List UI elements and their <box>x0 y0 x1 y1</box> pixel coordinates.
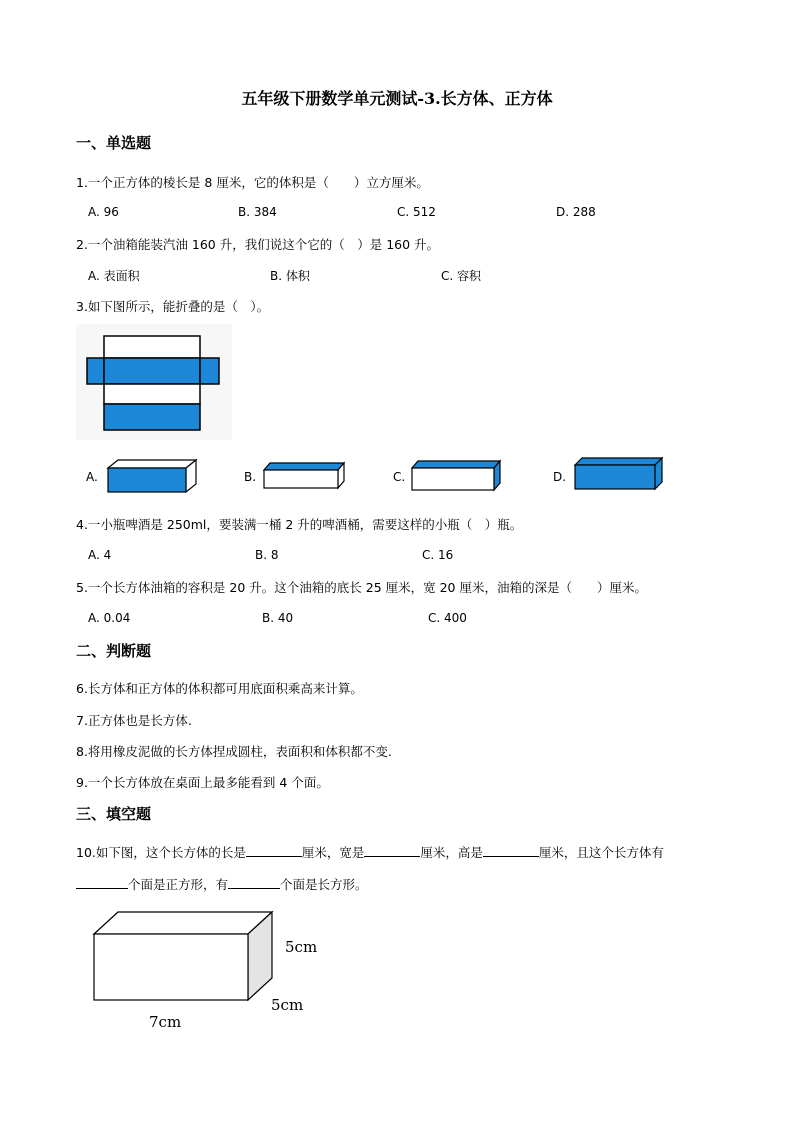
q3-option-d-label[interactable]: D. <box>553 470 567 484</box>
q10-blank-width[interactable] <box>364 843 420 857</box>
q3-net-figure <box>76 324 232 440</box>
q10-blank-height[interactable] <box>483 843 539 857</box>
q5-option-b[interactable]: B. 40 <box>262 611 294 625</box>
cuboid-front-face <box>94 934 248 1000</box>
q3-option-b-box[interactable] <box>262 460 348 492</box>
q4-option-a[interactable]: A. 4 <box>88 548 112 562</box>
q3-option-a-box[interactable] <box>104 458 200 496</box>
net-top-face <box>104 336 200 358</box>
question-5: 5.一个长方体油箱的容积是 20 升。这个油箱的底长 25 厘米，宽 20 厘米，油箱的深是（ ）厘米。 <box>76 580 647 595</box>
q1-option-b[interactable]: B. 384 <box>238 205 277 219</box>
section-heading-true-false: 二、判断题 <box>76 642 152 660</box>
q10-cuboid-figure <box>90 908 280 1006</box>
q1-option-a[interactable]: A. 96 <box>88 205 119 219</box>
net-bottom-face <box>104 384 200 404</box>
question-6: 6.长方体和正方体的体积都可用底面积乘高来计算。 <box>76 681 363 696</box>
q4-option-b[interactable]: B. 8 <box>255 548 279 562</box>
section-heading-single-choice: 一、单选题 <box>76 134 152 152</box>
net-right-face <box>200 358 219 384</box>
q3-option-a-label[interactable]: A. <box>86 470 98 484</box>
q5-option-c[interactable]: C. 400 <box>428 611 467 625</box>
q10-text-2: 厘米，宽是 <box>301 845 365 860</box>
q10-text-1: 10.如下图，这个长方体的长是 <box>76 845 246 860</box>
q10-blank-square-faces[interactable] <box>76 875 128 889</box>
section-heading-fill-blank: 三、填空题 <box>76 805 152 823</box>
q1-option-d[interactable]: D. 288 <box>556 205 596 219</box>
q10-text-5: 个面是正方形，有 <box>128 877 229 892</box>
page-title: 五年级下册数学单元测试-3.长方体、正方体 <box>241 89 553 108</box>
question-2: 2.一个油箱能装汽油 160 升，我们说这个它的（ ）是 160 升。 <box>76 237 440 252</box>
question-7: 7.正方体也是长方体. <box>76 713 192 728</box>
cuboid-length-label: 7cm <box>149 1013 182 1031</box>
cuboid-height-label: 5cm <box>285 938 318 956</box>
q5-option-a[interactable]: A. 0.04 <box>88 611 131 625</box>
q10-text-6: 个面是长方形。 <box>280 877 368 892</box>
q1-option-c[interactable]: C. 512 <box>397 205 436 219</box>
q2-option-c[interactable]: C. 容积 <box>441 269 482 283</box>
q10-text-4: 厘米，且这个长方体有 <box>538 845 664 860</box>
net-front-face <box>104 358 200 384</box>
question-3: 3.如下图所示，能折叠的是（ ）。 <box>76 299 270 314</box>
q10-blank-rect-faces[interactable] <box>228 875 280 889</box>
q3-option-d-box[interactable] <box>572 456 668 494</box>
q3-option-c-box[interactable] <box>408 458 504 494</box>
question-8: 8.将用橡皮泥做的长方体捏成圆柱，表面积和体积都不变. <box>76 744 392 759</box>
q10-blank-length[interactable] <box>246 843 302 857</box>
question-9: 9.一个长方体放在桌面上最多能看到 4 个面。 <box>76 775 329 790</box>
q10-text-3: 厘米，高是 <box>420 845 483 860</box>
q2-option-b[interactable]: B. 体积 <box>270 269 310 283</box>
q2-option-a[interactable]: A. 表面积 <box>88 269 140 283</box>
net-left-face <box>87 358 104 384</box>
cuboid-width-label: 5cm <box>271 996 304 1014</box>
net-back-face <box>104 404 200 430</box>
question-10-line-2 <box>76 875 368 893</box>
question-10-line-1 <box>76 843 664 861</box>
question-1: 1.一个正方体的棱长是 8 厘米，它的体积是（ ）立方厘米。 <box>76 175 429 190</box>
cuboid-top-face <box>94 912 272 934</box>
q3-option-b-label[interactable]: B. <box>244 470 257 484</box>
question-4: 4.一小瓶啤酒是 250ml，要装满一桶 2 升的啤酒桶，需要这样的小瓶（ ）瓶。 <box>76 517 523 532</box>
q4-option-c[interactable]: C. 16 <box>422 548 454 562</box>
q3-option-c-label[interactable]: C. <box>393 470 406 484</box>
